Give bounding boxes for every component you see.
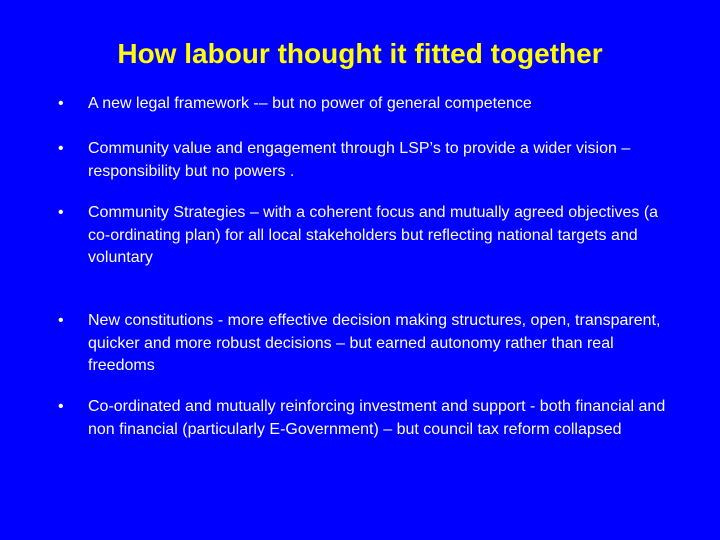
bullet-dot-icon: • [58,140,64,157]
bullet-item [58,310,668,378]
bullet-text: Co-ordinated and mutually reinforcing investment and support - both financial and non financial (particularly E-Government) – but council tax reform collapsed [88,398,666,438]
bullet-dot-icon: • [58,312,64,329]
bullet-dot-icon: • [58,398,64,415]
bullet-text: New constitutions - more effective decision making structures, open, transparent, quicker and more robust decisions – but earned autonomy rather than real freedoms [88,312,661,374]
bullet-item [58,396,668,441]
bullet-dot-icon: • [58,204,64,221]
bullet-text: Community value and engagement through LSP’s to provide a wider vision – responsibility but no powers . [88,140,631,180]
slide-title: How labour thought it fitted together [117,38,603,69]
bullet-item [58,138,668,183]
bullet-dot-icon: • [58,95,64,112]
bullet-item [58,93,668,116]
bullet-text: A new legal framework -– but no power of general competence [88,95,532,112]
bullet-text: Community Strategies – with a coherent focus and mutually agreed objectives (a co-ordinating plan) for all local stakeholders but reflecting national targets and voluntary [88,204,659,266]
bullet-item [58,202,668,270]
